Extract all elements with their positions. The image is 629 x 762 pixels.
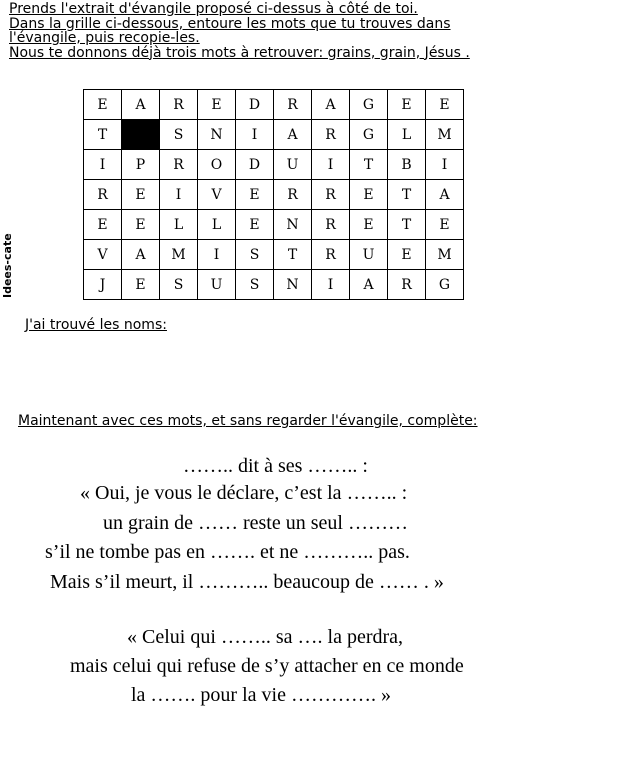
verse-line: s’il ne tombe pas en ……. et ne ……….. pas. — [45, 541, 410, 563]
grid-cell: V — [198, 180, 236, 210]
side-label: Idees-cate — [1, 233, 14, 298]
found-label: J'ai trouvé les noms: — [25, 317, 167, 333]
grid-cell: E — [388, 90, 426, 120]
grid-row — [84, 240, 464, 270]
grid-cell: E — [350, 210, 388, 240]
grid-cell: I — [312, 150, 350, 180]
grid-cell: E — [122, 270, 160, 300]
grid-cell: I — [160, 180, 198, 210]
grid-cell: S — [236, 240, 274, 270]
instruction-line: l'évangile, puis recopie-les. — [9, 30, 200, 46]
grid-cell: R — [312, 120, 350, 150]
grid-cell: R — [160, 150, 198, 180]
grid-cell: R — [312, 240, 350, 270]
grid-cell: M — [426, 120, 464, 150]
grid-cell: E — [426, 90, 464, 120]
grid-cell: P — [122, 150, 160, 180]
grid-cell: B — [388, 150, 426, 180]
grid-cell: R — [274, 180, 312, 210]
grid-cell: N — [274, 210, 312, 240]
grid-cell: A — [122, 240, 160, 270]
grid-cell: G — [350, 120, 388, 150]
grid-cell: R — [312, 210, 350, 240]
grid-cell: E — [122, 210, 160, 240]
grid-cell: E — [388, 240, 426, 270]
verse-line: « Oui, je vous le déclare, c’est la …….. : — [80, 482, 408, 504]
grid-cell: T — [274, 240, 312, 270]
grid-cell: E — [84, 90, 122, 120]
grid-cell: E — [426, 210, 464, 240]
grid-cell: S — [160, 270, 198, 300]
grid-cell: N — [198, 120, 236, 150]
complete-label: Maintenant avec ces mots, et sans regarder l'évangile, complète: — [18, 413, 478, 429]
grid-cell: R — [312, 180, 350, 210]
grid-cell: E — [236, 180, 274, 210]
grid-row — [84, 270, 464, 300]
grid-cell: I — [312, 270, 350, 300]
grid-cell: I — [426, 150, 464, 180]
grid-cell: L — [198, 210, 236, 240]
grid-cell: A — [274, 120, 312, 150]
grid-cell-filled — [122, 120, 160, 150]
grid-cell: D — [236, 150, 274, 180]
word-search-grid — [83, 89, 464, 300]
grid-row — [84, 150, 464, 180]
grid-cell: U — [198, 270, 236, 300]
verse-line: …….. dit à ses …….. : — [183, 455, 368, 477]
grid-cell: A — [426, 180, 464, 210]
grid-cell: I — [236, 120, 274, 150]
grid-cell: S — [236, 270, 274, 300]
grid-cell: A — [312, 90, 350, 120]
grid-cell: G — [426, 270, 464, 300]
grid-cell: E — [122, 180, 160, 210]
grid-cell: N — [274, 270, 312, 300]
grid-cell: T — [84, 120, 122, 150]
grid-cell: E — [84, 210, 122, 240]
grid-cell: E — [198, 90, 236, 120]
grid-cell: M — [160, 240, 198, 270]
grid-row — [84, 210, 464, 240]
grid-cell: R — [388, 270, 426, 300]
grid-cell: I — [84, 150, 122, 180]
grid-row — [84, 120, 464, 150]
grid-cell: R — [84, 180, 122, 210]
verse-line: « Celui qui …….. sa …. la perdra, — [127, 626, 404, 648]
grid-cell: U — [350, 240, 388, 270]
verse-line: un grain de …… reste un seul ……… — [103, 512, 408, 534]
verse-line: Mais s’il meurt, il ……….. beaucoup de …… . » — [50, 571, 444, 593]
verse-line: mais celui qui refuse de s’y attacher en ce monde — [70, 655, 464, 677]
grid-cell: J — [84, 270, 122, 300]
grid-cell: D — [236, 90, 274, 120]
grid-cell: T — [350, 150, 388, 180]
grid-row — [84, 180, 464, 210]
grid-cell: E — [350, 180, 388, 210]
grid-cell: R — [274, 90, 312, 120]
grid-cell: G — [350, 90, 388, 120]
grid-cell: L — [160, 210, 198, 240]
instruction-line: Prends l'extrait d'évangile proposé ci-dessus à côté de toi. — [9, 1, 418, 17]
grid-cell: S — [160, 120, 198, 150]
grid-cell: O — [198, 150, 236, 180]
instruction-line: Dans la grille ci-dessous, entoure les mots que tu trouves dans — [9, 15, 451, 32]
grid-cell: V — [84, 240, 122, 270]
grid-cell: I — [198, 240, 236, 270]
grid-cell: L — [388, 120, 426, 150]
grid-cell: U — [274, 150, 312, 180]
instruction-line: Nous te donnons déjà trois mots à retrouver: grains, grain, Jésus . — [9, 44, 470, 61]
grid-cell: T — [388, 180, 426, 210]
grid-cell: M — [426, 240, 464, 270]
grid-cell: A — [122, 90, 160, 120]
grid-cell: E — [236, 210, 274, 240]
grid-cell: T — [388, 210, 426, 240]
instructions — [9, 2, 470, 60]
grid-cell: R — [160, 90, 198, 120]
grid-cell: A — [350, 270, 388, 300]
verse-line: la ……. pour la vie …………. » — [131, 684, 391, 706]
grid-row — [84, 90, 464, 120]
